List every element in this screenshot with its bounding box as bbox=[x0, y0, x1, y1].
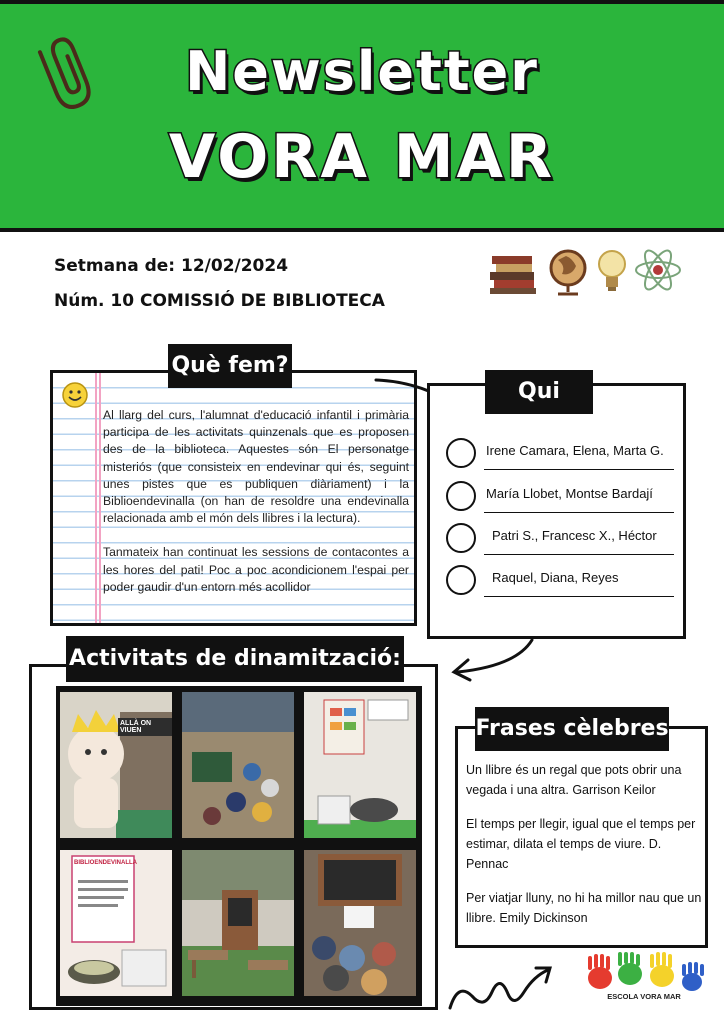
underline bbox=[484, 554, 674, 556]
newsletter-title: Newsletter bbox=[185, 40, 539, 103]
issue-number: Núm. 10 COMISSIÓ DE BIBLIOTECA bbox=[54, 291, 385, 311]
photo-storytelling bbox=[304, 850, 416, 996]
checkbox-circle-icon bbox=[446, 481, 476, 511]
checkbox-circle-icon bbox=[446, 438, 476, 468]
atom-icon bbox=[636, 247, 680, 293]
member-names: María Llobet, Montse Bardají bbox=[486, 486, 653, 501]
globe-icon bbox=[551, 251, 585, 294]
school-logo-text: ESCOLA VORA MAR bbox=[607, 992, 681, 1001]
lightbulb-icon bbox=[599, 251, 625, 291]
school-title: VORA MAR bbox=[168, 122, 556, 192]
que-fem-paragraph: Tanmateix han continuat les sessions de contacontes a les hores del pati! Poc a poc acondicionem l'espai per poder gaudir d'un entorn més acollidor bbox=[103, 545, 409, 594]
photo-film-strip bbox=[56, 686, 422, 1006]
quote: Un llibre és un regal que pots obrir una vegada i una altra. Garrison Keilor bbox=[466, 763, 682, 797]
books-icon bbox=[490, 256, 536, 294]
arrow-curve-icon bbox=[446, 636, 538, 682]
photo-sign-text: BIBLIOENDEVINALLA bbox=[74, 860, 137, 866]
notebook-margin bbox=[95, 373, 97, 623]
squiggle-arrow-icon bbox=[444, 962, 556, 1016]
frases-quotes bbox=[466, 760, 702, 928]
week-date: Setmana de: 12/02/2024 bbox=[54, 256, 289, 276]
underline bbox=[484, 596, 674, 598]
que-fem-label: Què fem? bbox=[168, 344, 292, 388]
photo-shelf-baskets bbox=[304, 692, 416, 838]
qui-som-label: Qui som: bbox=[485, 370, 593, 414]
checkbox-circle-icon bbox=[446, 523, 476, 553]
activitats-label: Activitats de dinamització: bbox=[66, 636, 404, 682]
underline bbox=[484, 512, 674, 514]
quote: El temps per llegir, igual que el temps per estimar, dilata el temps de viure. D. Pennac bbox=[466, 817, 696, 871]
header-icons bbox=[488, 244, 688, 300]
school-logo bbox=[580, 952, 708, 1012]
handprints-icon bbox=[580, 952, 708, 996]
que-fem-panel bbox=[50, 370, 417, 626]
member-row bbox=[446, 563, 674, 597]
que-fem-paragraph: Al llarg del curs, l'alumnat d'educació infantil i primària participa de les activitats quinzenals que es proposen des de la biblioteca. Aquestes són El personatge misteriós (que consisteix en endevinar qui és, seguint unes pistes que es publiquen diàriament) i la Biblioendevinalla (on han de resoldre una endevinalla relacionada amb el món dels llibres i la lectura). bbox=[103, 408, 409, 526]
photo-sign-text: ALLÀ ON VIUEN bbox=[118, 718, 172, 736]
photo-biblioendevinalla bbox=[60, 850, 172, 996]
photo-library-corner bbox=[182, 850, 294, 996]
quote: Per viatjar lluny, no hi ha millor nau que un llibre. Emily Dickinson bbox=[466, 891, 702, 925]
member-row bbox=[446, 479, 674, 513]
member-row bbox=[446, 521, 674, 555]
smiley-icon bbox=[61, 381, 89, 409]
member-names: Irene Camara, Elena, Marta G. bbox=[486, 443, 664, 458]
header-banner bbox=[0, 0, 724, 232]
checkbox-circle-icon bbox=[446, 565, 476, 595]
frases-label: Frases cèlebres bbox=[475, 707, 669, 751]
photo-outdoor-reading bbox=[182, 692, 294, 838]
underline bbox=[484, 469, 674, 471]
notebook-margin bbox=[99, 373, 101, 623]
member-names: Raquel, Diana, Reyes bbox=[492, 570, 619, 585]
que-fem-text bbox=[103, 407, 409, 596]
member-names: Patri S., Francesc X., Héctor bbox=[492, 528, 657, 543]
photo-doll-book bbox=[60, 692, 172, 838]
